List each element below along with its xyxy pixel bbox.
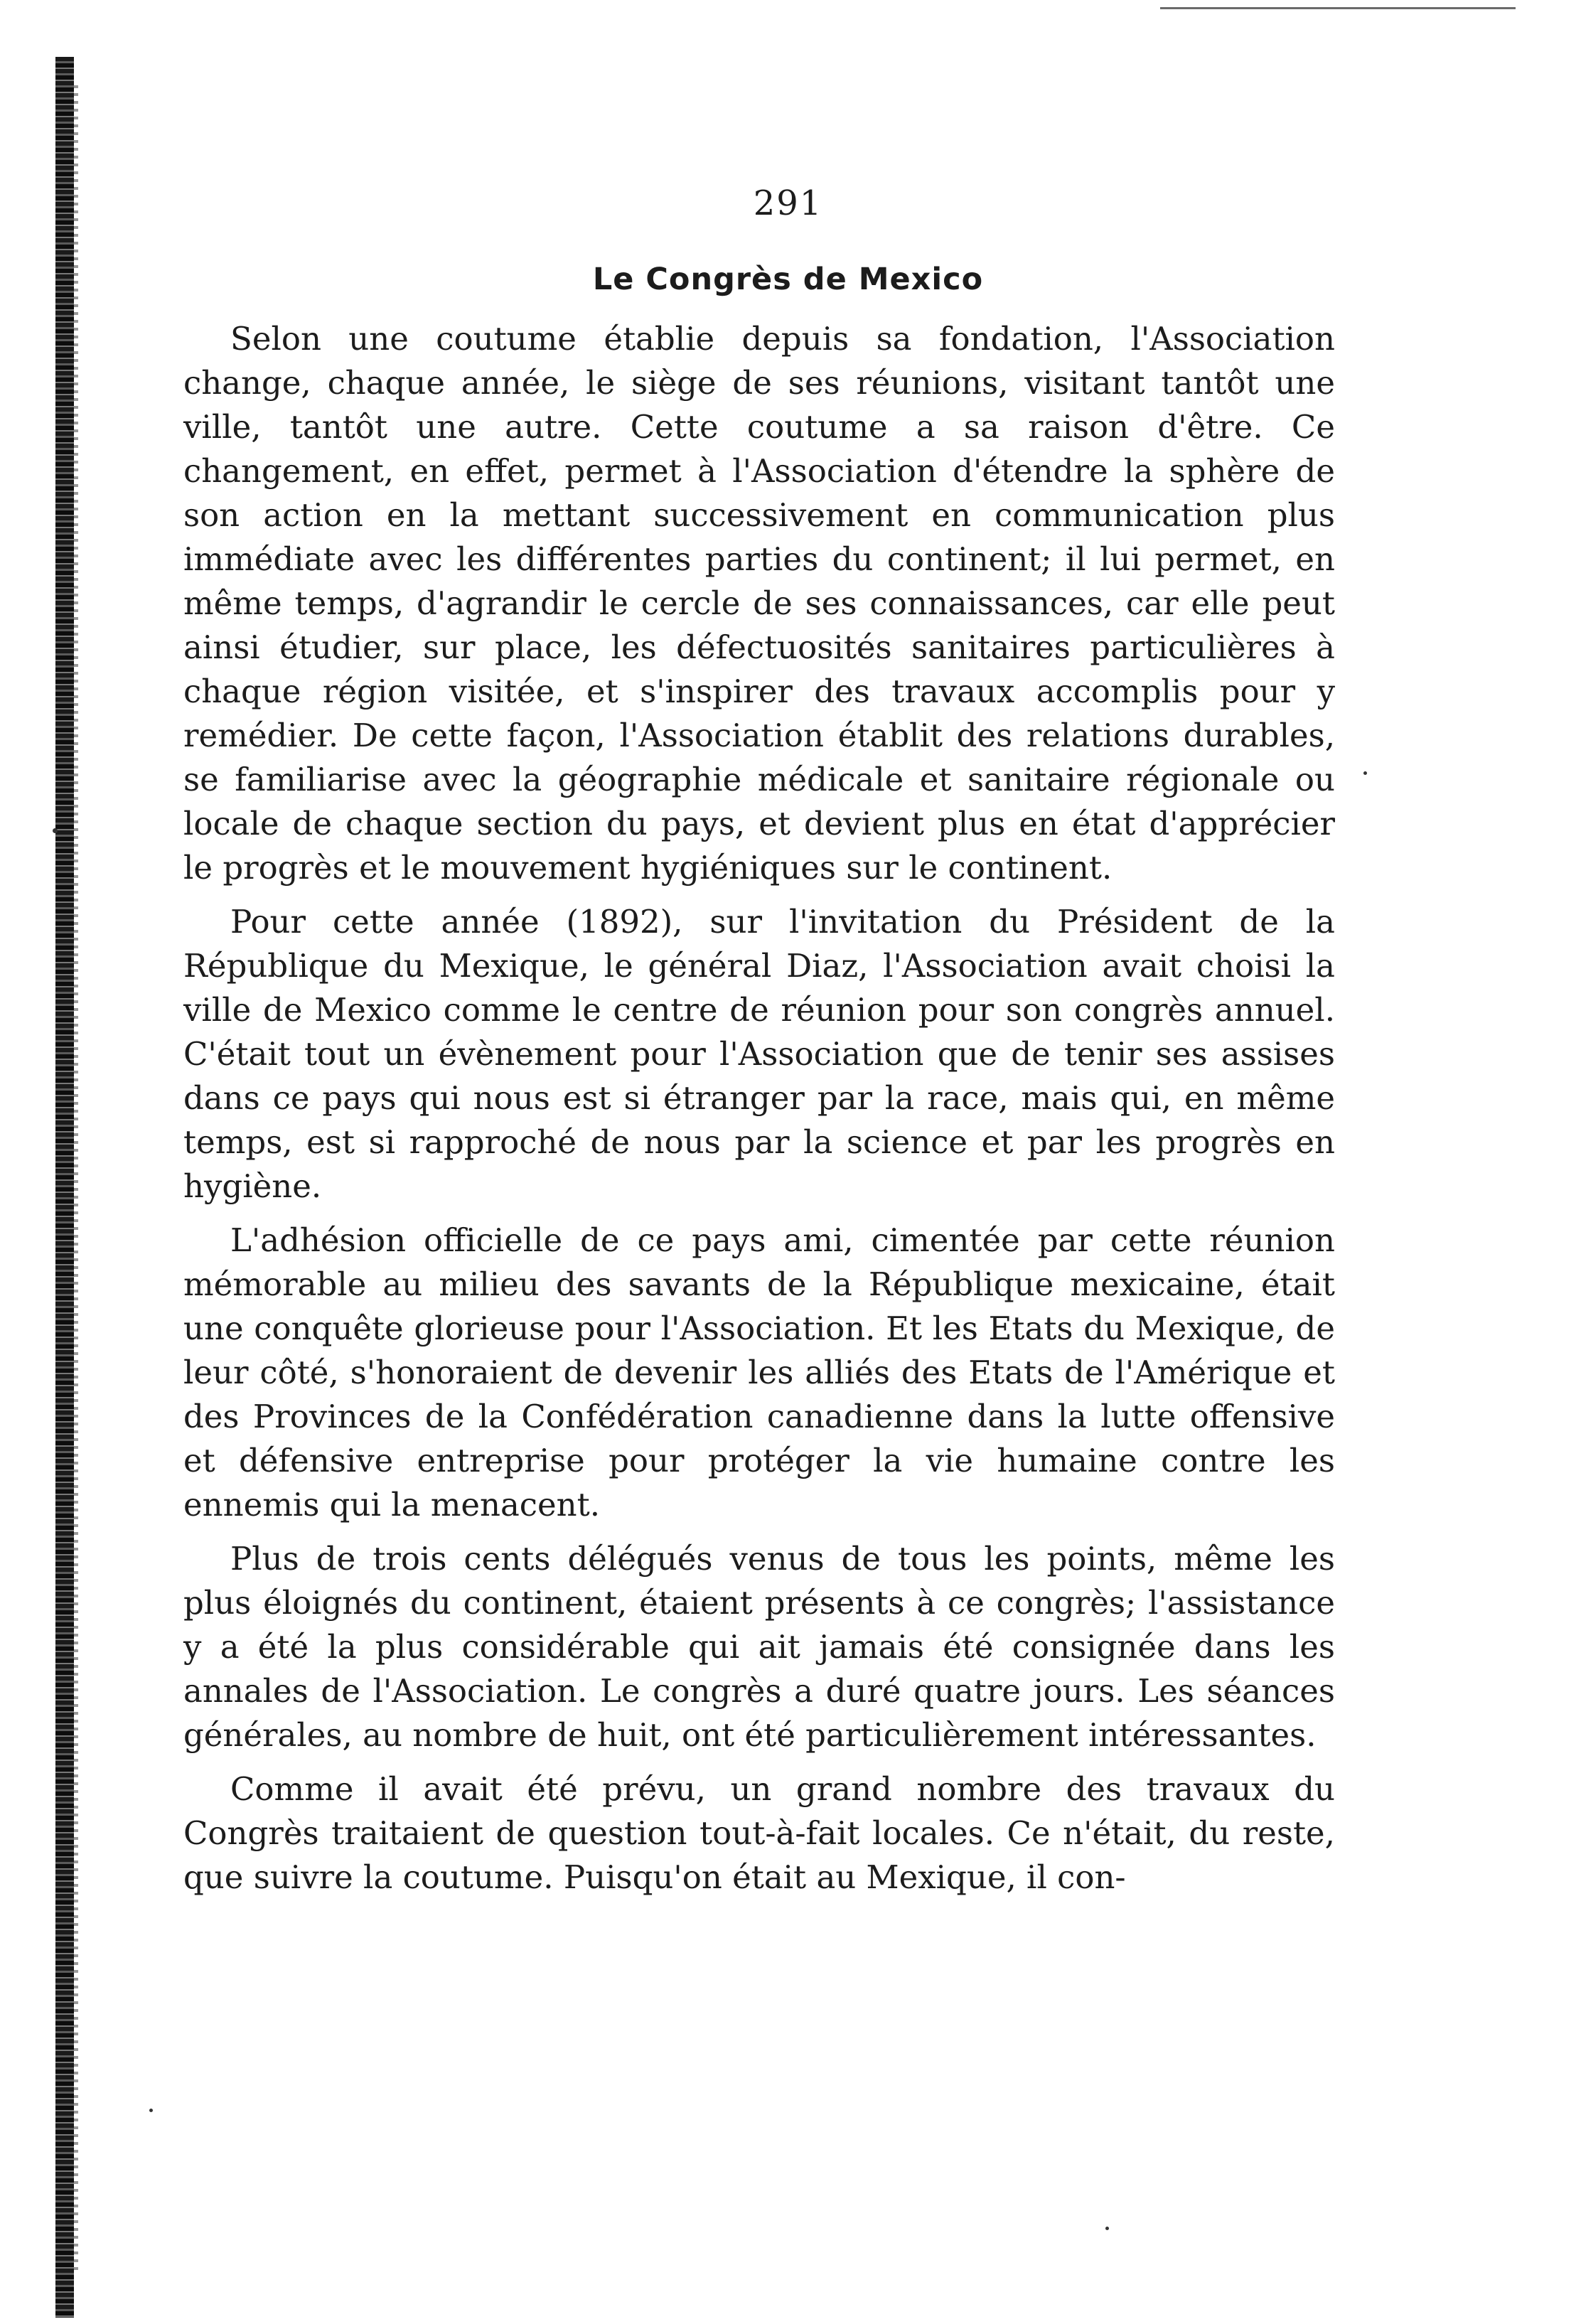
- body-text: [183, 317, 1335, 1900]
- book-binding-edge: [55, 57, 74, 2318]
- paragraph: Pour cette année (1892), sur l'invitation du Président de la République du Mexique, le général Diaz, l'Association avait choisi la ville de Mexico comme le centre de réunion pour son congrès annuel. C'était tout un évènement pour l'Association que de tenir ses assises dans ce pays qui nous est si étranger par la race, mais qui, en même temps, est si rapproché de nous par la science et par les progrès en hygiène.: [183, 903, 1335, 1205]
- paragraph: Selon une coutume établie depuis sa fondation, l'Association change, chaque année, le siège de ses réunions, visitant tantôt une ville, tantôt une autre. Cette coutume a sa raison d'être. Ce changement, en effet, permet à l'Association d'étendre la sphère de son action en la mettant successivement en communication plus immédiate avec les différentes parties du continent; il lui permet, en même temps, d'agrandir le cercle de ses connaissances, car elle peut ainsi étudier, sur place, les défectuosités sanitaires particulières à chaque région visitée, et s'inspirer des travaux accomplis pour y remédier. De cette façon, l'Association établit des relations durables, se familiarise avec la géographie médicale et sanitaire régionale ou locale de chaque section du pays, et devient plus en état d'apprécier le progrès et le mouvement hygiéniques sur le continent.: [183, 320, 1335, 887]
- page-number: 291: [753, 183, 823, 223]
- page-title: Le Congrès de Mexico: [592, 262, 984, 297]
- print-speck: [1105, 2227, 1109, 2230]
- print-speck: [1363, 771, 1367, 775]
- binding-shadow: [74, 85, 78, 2275]
- paragraph: Comme il avait été prévu, un grand nombre des travaux du Congrès traitaient de question tout-à-fait locales. Ce n'était, du reste, que suivre la coutume. Puisqu'on était au Mexique, il con-: [183, 1770, 1335, 1896]
- top-edge-rule: [1160, 7, 1516, 9]
- print-speck: [149, 2109, 153, 2112]
- paragraph: Plus de trois cents délégués venus de tous les points, même les plus éloignés du continent, étaient présents à ce congrès; l'assistance y a été la plus considérable qui ait jamais été consignée dans les annales de l'Association. Le congrès a duré quatre jours. Les séances générales, au nombre de huit, ont été particulièrement intéressantes.: [183, 1540, 1335, 1754]
- print-speck: [53, 828, 58, 833]
- paragraph: L'adhésion officielle de ce pays ami, cimentée par cette réunion mémorable au milieu des savants de la République mexicaine, était une conquête glorieuse pour l'Association. Et les Etats du Mexique, de leur côté, s'honoraient de devenir les alliés des Etats de l'Amérique et des Provinces de la Confédération canadienne dans la lutte offensive et défensive entreprise pour protéger la vie humaine contre les ennemis qui la menacent.: [183, 1221, 1335, 1524]
